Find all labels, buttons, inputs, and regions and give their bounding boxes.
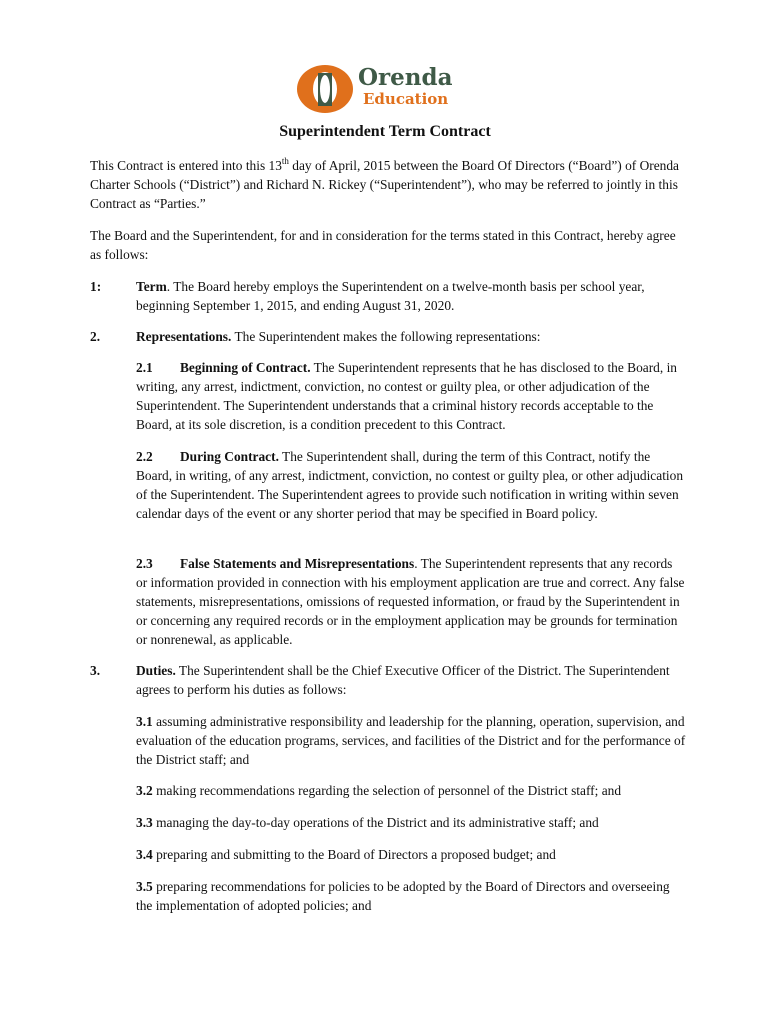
duty-3-2: 3.2 making recommendations regarding the selection of personnel of the District staff; and [136, 783, 622, 798]
section-number: 3. [90, 663, 101, 678]
rep-2-1: 2.1 Beginning of Contract. The Superintendent represents that he has disclosed to the Board, in writing, any arrest, indictment, conviction, no contest or guilty plea, or other adjudication of the Superintendent. The Superintendent understands that a criminal history records acceptable to the Board, at its sole discretion, is a condition precedent to this Contract. [136, 360, 677, 432]
orenda-logo [296, 64, 486, 114]
orenda-o-icon [296, 64, 354, 114]
intro-paragraph: This Contract is entered into this 13th day of April, 2015 between the Board Of Directors (“Board”) of Orenda Charter Schools (“District”) and Richard N. Rickey (“Superintendent”), who may be referred to jointly in this Contract as “Parties.” [90, 156, 679, 211]
duty-3-4: 3.4 preparing and submitting to the Board of Directors a proposed budget; and [136, 847, 556, 862]
logo-subtitle: Education [363, 90, 449, 108]
agreement-paragraph: The Board and the Superintendent, for and in consideration for the terms stated in this Contract, hereby agree as follows: [90, 228, 676, 262]
rep-2-2: 2.2 During Contract. The Superintendent shall, during the term of this Contract, notify the Board, in writing, of any arrest, indictment, conviction, no contest or guilty plea, or other adjudication of the Superintendent. The Superintendent agrees to provide such notification in writing within seven calendar days of the event or any shorter period that may be specified in Board policy. [136, 449, 684, 521]
duty-3-1: 3.1 assuming administrative responsibility and leadership for the planning, operation, supervision, and evaluation of the education programs, services, and facilities of the District and for the performance of the District staff; and [136, 714, 686, 767]
section-term: Term. The Board hereby employs the Superintendent on a twelve-month basis per school year, beginning September 1, 2015, and ending August 31, 2020. [136, 279, 645, 313]
duty-3-3: 3.3 managing the day-to-day operations of the District and its administrative staff; and [136, 815, 599, 830]
logo-wordmark: Orenda [358, 64, 453, 91]
section-duties: Duties. The Superintendent shall be the Chief Executive Officer of the District. The Superintendent agrees to perform his duties as follows: [136, 663, 670, 697]
section-representations: Representations. The Superintendent makes the following representations: [136, 329, 541, 344]
rep-2-3: 2.3 False Statements and Misrepresentations. The Superintendent represents that any records or information provided in connection with his employment application are true and correct. Any false statements, misrepresentations, omissions of requested information, or fraud by the Superintendent in or concerning any required records or in the employment application may be grounds for termination or nonrenewal, as applicable. [136, 556, 685, 647]
section-number: 1: [90, 279, 102, 294]
section-number: 2. [90, 329, 101, 344]
document-title: Superintendent Term Contract [279, 123, 491, 140]
duty-3-5: 3.5 preparing recommendations for policies to be adopted by the Board of Directors and overseeing the implementation of adopted policies; and [136, 879, 670, 913]
